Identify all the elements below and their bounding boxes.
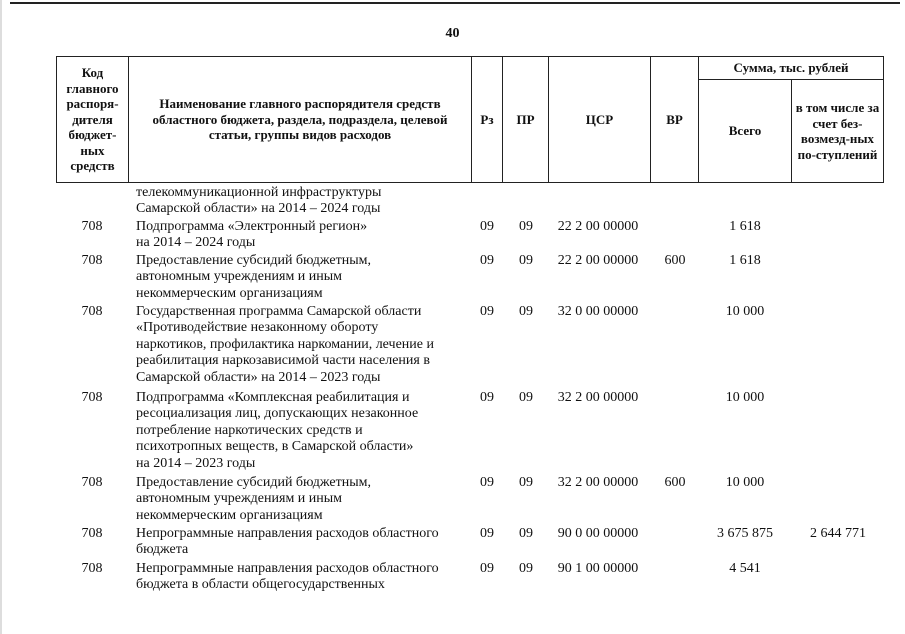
cell-csr: 32 2 00 00000 [557,475,639,490]
cell-total: 1 618 [729,219,761,234]
cell-pr: 09 [519,526,533,541]
cell-code: 708 [81,526,103,541]
cell-name: Непрограммные направления расходов областного бюджета [136,526,439,558]
cell-gratis: 2 644 771 [810,526,866,541]
cell-name: Предоставление субсидий бюджетным, автономным учреждениям и иным некоммерческим организациям [136,475,372,523]
cell-vr: 600 [664,475,686,490]
cell-code: 708 [81,219,103,234]
cell-name: Подпрограмма «Электронный регион» на 2014 – 2024 годы [136,219,368,251]
cell-vr: 600 [664,253,686,268]
cell-csr: 22 2 00 00000 [557,219,639,234]
cell-total: 10 000 [725,390,765,405]
cell-rz: 09 [480,390,494,405]
page-number: 40 [445,26,460,41]
cell-name: Государственная программа Самарской области «Противодействие незаконному обороту наркотиков, профилактика наркомании, лечение и реабилитация наркозависимой части населения в Самарской области» на 2014 – 2023 годы [136,304,434,385]
cell-rz: 09 [480,253,494,268]
header-vr: ВР [650,56,699,183]
cell-csr: 22 2 00 00000 [557,253,639,268]
cell-code: 708 [81,390,103,405]
cell-name: Предоставление субсидий бюджетным, автономным учреждениям и иным некоммерческим организациям [136,253,372,301]
cell-total: 10 000 [725,304,765,319]
header-name: Наименование главного распорядителя средств областного бюджета, раздела, подраздела, целевой статьи, группы видов расходов [128,56,472,183]
cell-rz: 09 [480,526,494,541]
cell-pr: 09 [519,390,533,405]
cell-rz: 09 [480,304,494,319]
cell-rz: 09 [480,219,494,234]
header-rz: Рз [471,56,503,183]
cell-total: 1 618 [729,253,761,268]
cell-pr: 09 [519,561,533,576]
cell-code: 708 [81,304,103,319]
header-pr: ПР [502,56,549,183]
header-gratis: в том числе за счет без-возмезд-ных по-ступлений [791,79,884,183]
cell-pr: 09 [519,253,533,268]
cell-csr: 32 2 00 00000 [557,390,639,405]
cell-name: Подпрограмма «Комплексная реабилитация и ресоциализация лиц, допускающих незаконное потребление наркотических средств и психотропных веществ, в Самарской области» на 2014 – 2023 годы [136,390,419,471]
cell-total: 4 541 [729,561,761,576]
cell-code: 708 [81,475,103,490]
cell-pr: 09 [519,304,533,319]
cell-pr: 09 [519,219,533,234]
header-csr: ЦСР [548,56,651,183]
cell-csr: 32 0 00 00000 [557,304,639,319]
cell-total: 3 675 875 [717,526,773,541]
scan-left-edge [0,0,2,634]
header-total: Всего [698,79,792,183]
cell-code: 708 [81,561,103,576]
header-sum-group: Сумма, тыс. рублей [698,56,884,80]
cell-rz: 09 [480,475,494,490]
cell-csr: 90 1 00 00000 [557,561,639,576]
cell-csr: 90 0 00 00000 [557,526,639,541]
scan-top-border [10,2,900,4]
cell-name: Непрограммные направления расходов областного бюджета в области общегосударственных [136,561,439,593]
cell-rz: 09 [480,561,494,576]
cell-code: 708 [81,253,103,268]
cell-total: 10 000 [725,475,765,490]
header-code: Код главного распоря-дителя бюджет-ных средств [56,56,129,183]
cell-name: телекоммуникационной инфраструктуры Самарской области» на 2014 – 2024 годы [136,185,382,217]
cell-pr: 09 [519,475,533,490]
